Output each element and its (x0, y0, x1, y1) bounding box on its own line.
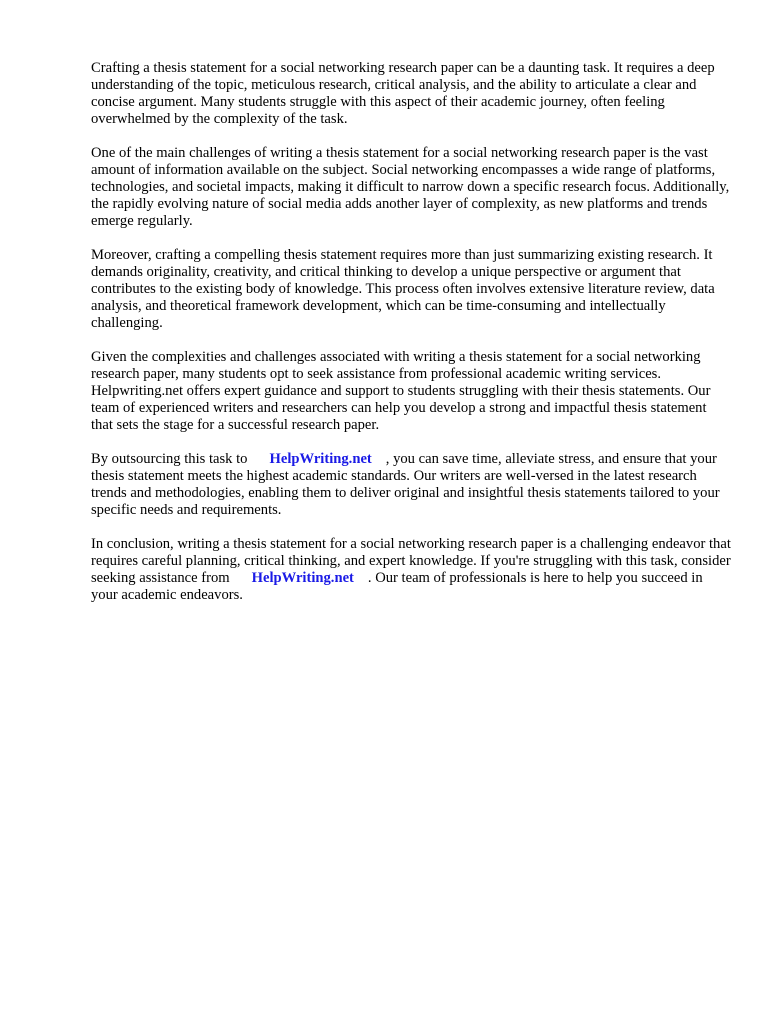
paragraph-6-text-after: . Our team of professionals is here to help you succeed in your academic endeavors. (91, 570, 703, 603)
paragraph-1: Crafting a thesis statement for a social networking research paper can be a daunting task. It requires a deep understanding of the topic, meticulous research, critical analysis, and the ability to articulate a clear and concise argument. Many students struggle with this aspect of their academic journey, often feeling overwhelmed by the complexity of the task. (91, 60, 715, 127)
paragraph-5 (91, 451, 731, 519)
document-body (91, 60, 731, 621)
paragraph-3: Moreover, crafting a compelling thesis statement requires more than just summarizing existing research. It demands originality, creativity, and critical thinking to develop a unique perspective or argument that contributes to the existing body of knowledge. This process often involves extensive literature review, data analysis, and theoretical framework development, which can be time-consuming and intellectually challenging. (91, 247, 715, 331)
paragraph-6 (91, 536, 731, 604)
paragraph-5-text-after: , you can save time, alleviate stress, and ensure that your thesis statement meets the highest academic standards. Our writers are well-versed in the latest research trends and methodologies, enabling them to deliver original and insightful thesis statements tailored to your specific needs and requirements. (91, 451, 720, 518)
helpwriting-link-2[interactable]: HelpWriting.net (251, 570, 354, 586)
helpwriting-link-1[interactable]: HelpWriting.net (269, 451, 372, 467)
paragraph-5-text-before: By outsourcing this task to (91, 451, 248, 467)
paragraph-2: One of the main challenges of writing a thesis statement for a social networking research paper is the vast amount of information available on the subject. Social networking encompasses a wide range of platforms, technologies, and societal impacts, making it difficult to narrow down a specific research focus. Additionally, the rapidly evolving nature of social media adds another layer of complexity, as new platforms and trends emerge regularly. (91, 145, 730, 229)
paragraph-6-text-before: In conclusion, writing a thesis statement for a social networking research paper is a challenging endeavor that requires careful planning, critical thinking, and expert knowledge. If you're struggling with this task, consider seeking assistance from (91, 536, 731, 586)
paragraph-4: Given the complexities and challenges associated with writing a thesis statement for a social networking research paper, many students opt to seek assistance from professional academic writing services. Helpwriting.net offers expert guidance and support to students struggling with their thesis statements. Our team of experienced writers and researchers can help you develop a strong and impactful thesis statement that sets the stage for a successful research paper. (91, 349, 711, 433)
